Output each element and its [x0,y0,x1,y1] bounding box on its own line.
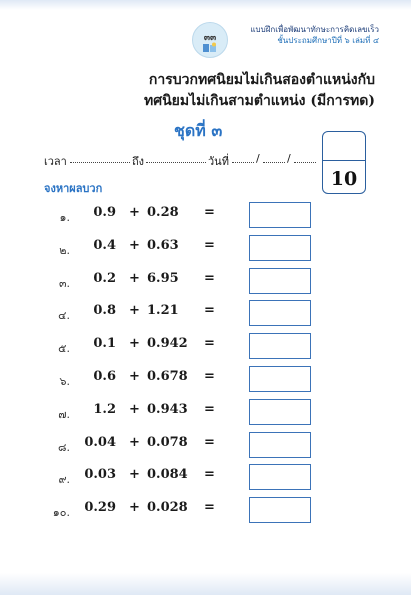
second-addend: 0.28 [147,205,179,220]
answer-box[interactable] [249,333,311,359]
worksheet-title [144,70,375,112]
plus-sign: + [129,205,140,220]
set-label: ชุดที่ ๓ [174,121,223,140]
problem-number: ๓. [58,276,70,290]
equals-sign: = [204,270,215,286]
title-line-2: ทศนิยมไม่เกินสามตำแหน่ง (มีการทด) [144,93,375,109]
answer-box[interactable] [249,432,311,458]
answer-box[interactable] [249,202,311,228]
plus-sign: + [129,401,140,417]
answer-box[interactable] [249,464,311,490]
score-divider [323,160,365,161]
answer-box[interactable] [249,235,311,261]
plus-sign: + [129,336,140,352]
info-line [44,152,316,168]
second-addend: 0.942 [147,336,188,352]
equals-sign: = [204,500,215,516]
problem-number: ๑. [59,211,70,224]
problem-number: ๕. [58,342,70,356]
answer-box[interactable] [249,300,311,326]
time-label: เวลา [44,155,67,168]
book-title-main: แบบฝึกเพื่อพัฒนาทักษะการคิดเลขเร็ว [250,25,379,34]
problem-row [0,366,411,392]
equals-sign: = [204,336,215,352]
month-blank [263,162,285,163]
second-addend: 0.678 [147,369,188,384]
problem-number: ๖. [59,375,70,388]
problem-number: ๒. [59,243,70,257]
problem-row [0,497,411,523]
answer-box[interactable] [249,366,311,392]
answer-box[interactable] [249,268,311,294]
page-number-badge [192,22,228,58]
equals-sign: = [204,205,215,220]
book-title [250,24,379,46]
page-number: ๓๓ [203,33,217,43]
equals-sign: = [204,303,215,319]
problem-number: ๗. [58,407,70,421]
plus-sign: + [129,467,140,483]
score-total: 10 [330,168,358,190]
plus-sign: + [129,434,140,450]
book-illustration-icon [202,42,218,54]
equals-sign: = [204,467,215,483]
first-addend: 0.2 [93,270,116,286]
first-addend: 0.8 [93,303,116,319]
answer-box[interactable] [249,497,311,523]
instruction: จงหาผลบวก [44,182,103,195]
date-label: วันที่ [208,155,229,168]
problem-row [0,399,411,425]
problem-row [0,300,411,326]
plus-sign: + [129,500,140,516]
first-addend: 0.9 [93,205,116,220]
time-start-blank [70,162,130,163]
problem-number: ๘. [58,440,70,454]
second-addend: 0.63 [147,237,179,253]
book-title-sub: ชั้นประถมศึกษาปีที่ ๖ เล่มที่ ๔ [277,36,379,45]
second-addend: 0.084 [147,467,188,483]
to-label: ถึง [132,155,145,168]
first-addend: 0.29 [84,500,116,516]
equals-sign: = [204,237,215,253]
day-blank [232,162,254,163]
problem-number: ๑๐. [52,506,70,520]
plus-sign: + [129,369,140,384]
problem-row [0,235,411,261]
year-blank [294,162,316,163]
second-addend: 1.21 [147,303,179,319]
first-addend: 0.1 [93,336,116,352]
first-addend: 0.6 [93,369,116,384]
first-addend: 0.03 [84,467,116,483]
plus-sign: + [129,237,140,253]
second-addend: 6.95 [147,270,179,286]
second-addend: 0.028 [147,500,188,516]
problem-row [0,268,411,294]
second-addend: 0.078 [147,434,188,450]
title-line-1: การบวกทศนิยมไม่เกินสองตำแหน่งกับ [148,72,375,88]
problem-row [0,464,411,490]
page-top-shade [0,0,411,10]
first-addend: 1.2 [93,401,116,417]
date-sep-2: / [287,152,291,165]
plus-sign: + [129,270,140,286]
answer-box[interactable] [249,399,311,425]
problem-row [0,432,411,458]
equals-sign: = [204,434,215,450]
problem-number: ๙. [58,473,70,487]
first-addend: 0.4 [93,237,116,253]
date-sep-1: / [256,152,260,165]
problem-row [0,333,411,359]
equals-sign: = [204,401,215,417]
first-addend: 0.04 [84,434,116,450]
time-end-blank [146,162,206,163]
plus-sign: + [129,303,140,319]
second-addend: 0.943 [147,401,188,417]
score-box [322,131,366,194]
problem-row [0,202,411,228]
problem-number: ๔. [58,309,70,323]
equals-sign: = [204,369,215,384]
page-bottom-shade [0,573,411,595]
